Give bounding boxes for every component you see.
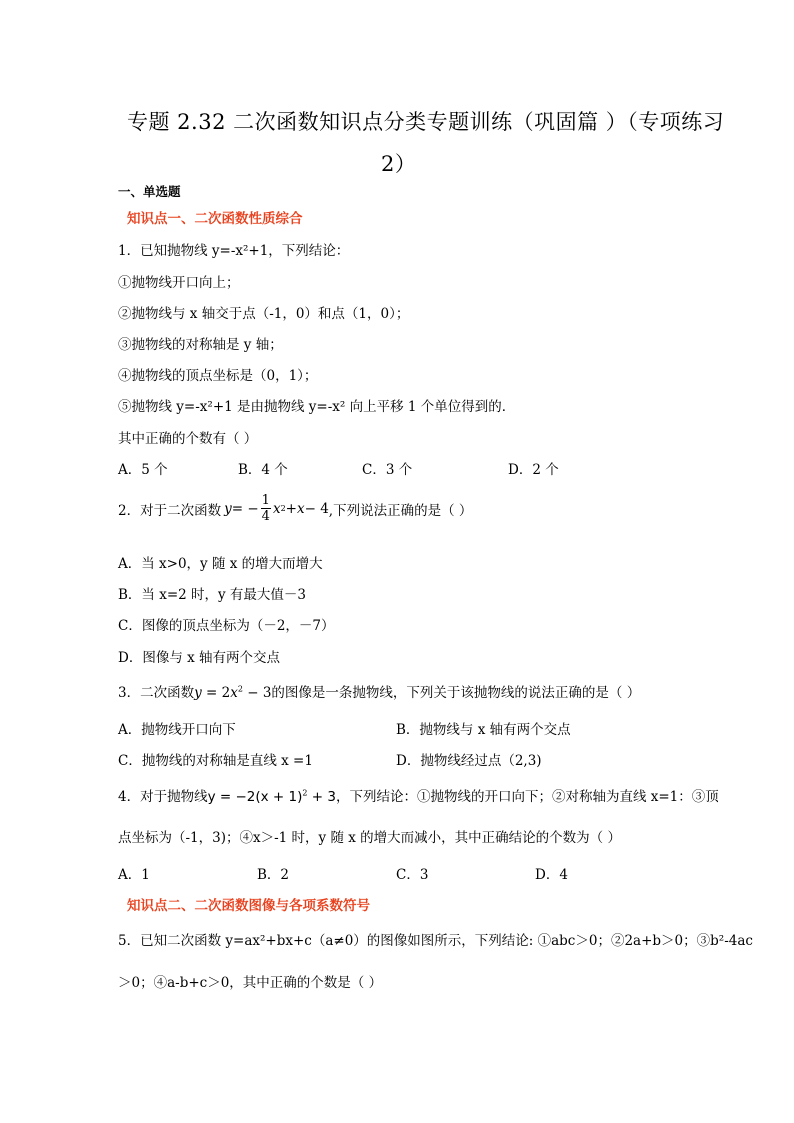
q3-minus-three: − 3 (242, 685, 272, 701)
q4-option-a: A．1 (118, 867, 150, 883)
q2-var-x: x (296, 500, 305, 517)
q2-fraction-numerator: 1 (261, 493, 270, 508)
q1-stem: 1．已知抛物线 y=-x²+1，下列结论： (118, 243, 350, 259)
q2-option-b: B．当 x=2 时，y 有最大值－3 (118, 587, 307, 603)
q2-var-x-sq: x (272, 500, 281, 517)
q2-stem: 2．对于二次函数 y = − $\frac{1}{4}$ x 2 + x − 4 ,下列说法正确的是（ ） (118, 493, 473, 524)
q4-stem-line2: 点坐标为（-1，3)；④x＞-1 时，y 随 x 的增大而减小，其中正确结论的个数为（ ） (118, 830, 621, 846)
q4-stem-line1 (118, 785, 719, 805)
q3-postfix: 的图像是一条抛物线，下列关于该抛物线的说法正确的是（ ） (271, 685, 641, 701)
q3-exponent: 2 (237, 684, 243, 694)
q2-equals: = − (231, 500, 259, 517)
q3-prefix: 3．二次函数 (118, 685, 195, 701)
q2-minus-four: − 4 (304, 500, 329, 517)
q2-prefix: 2．对于二次函数 (118, 502, 222, 519)
q3-equals: = 2 (201, 685, 231, 701)
q3-option-b: B．抛物线与 x 轴有两个交点 (396, 722, 571, 738)
q2-var-y: y (224, 500, 232, 517)
q2-option-a: A．当 x>0，y 随 x 的增大而增大 (118, 556, 323, 572)
q3-option-d: D．抛物线经过点（2,3) (396, 753, 542, 769)
q2-plus: + (285, 500, 297, 517)
q2-fraction (261, 494, 271, 523)
q4-option-c: C．3 (396, 867, 429, 883)
q2-fraction-denominator: 4 (261, 509, 270, 524)
q4-option-d: D．4 (535, 867, 568, 883)
q3-var-x: x (230, 685, 238, 701)
q1-option-c: C．3 个 (362, 462, 413, 478)
q1-option-a: A．5 个 (118, 462, 168, 478)
q4-option-b: B．2 (257, 867, 290, 883)
q4-formula: y = −2(x + 1) (207, 789, 303, 805)
q5-stem-line2: ＞0；④a-b+c＞0，其中正确的个数是（ ） (118, 975, 383, 991)
q1-statement-1: ①抛物线开口向上； (118, 275, 240, 291)
q3-stem (118, 681, 640, 701)
q4-formula-tail: + 3 (307, 789, 336, 805)
q2-postfix: ,下列说法正确的是（ ） (328, 502, 473, 519)
q5-stem-line1: 5．已知二次函数 y=ax²+bx+c（a≠0）的图像如图所示，下列结论: ①abc＞0；②2a+b＞0；③b²-4ac (118, 933, 753, 949)
q4-postfix: ，下列结论：①抛物线的开口向下；②对称轴为直线 x=1：③顶 (335, 789, 719, 805)
q1-statement-4: ④抛物线的顶点坐标是（0，1）； (118, 368, 318, 384)
q3-option-c: C．抛物线的对称轴是直线 x =1 (118, 753, 313, 769)
knowledge-point-2: 知识点二、二次函数图像与各项系数符号 (127, 898, 370, 914)
q2-option-d: D．图像与 x 轴有两个交点 (118, 650, 281, 666)
q1-option-b: B．4 个 (238, 462, 288, 478)
page-title-line2: 2） (381, 152, 417, 176)
q4-prefix: 4．对于抛物线 (118, 789, 208, 805)
q1-ask: 其中正确的个数有（ ） (118, 431, 258, 447)
q4-exponent: 2 (302, 788, 308, 798)
q2-option-c: C．图像的顶点坐标为（－2，－7） (118, 618, 335, 634)
q3-var-y: y (194, 685, 202, 701)
q1-statement-5: ⑤抛物线 y=-x²+1 是由抛物线 y=-x² 向上平移 1 个单位得到的． (118, 399, 516, 415)
knowledge-point-1: 知识点一、二次函数性质综合 (127, 211, 303, 227)
section-heading: 一、单选题 (118, 184, 181, 199)
q1-statement-2: ②抛物线与 x 轴交于点（-1，0）和点（1，0）； (118, 306, 410, 322)
q3-option-a: A．抛物线开口向下 (118, 722, 236, 738)
q1-option-d: D．2 个 (508, 462, 559, 478)
page-title-line1: 专题 2.32 二次函数知识点分类专题训练（巩固篇 ）（专项练习 (127, 110, 725, 134)
q1-statement-3: ③抛物线的对称轴是 y 轴； (118, 337, 283, 353)
